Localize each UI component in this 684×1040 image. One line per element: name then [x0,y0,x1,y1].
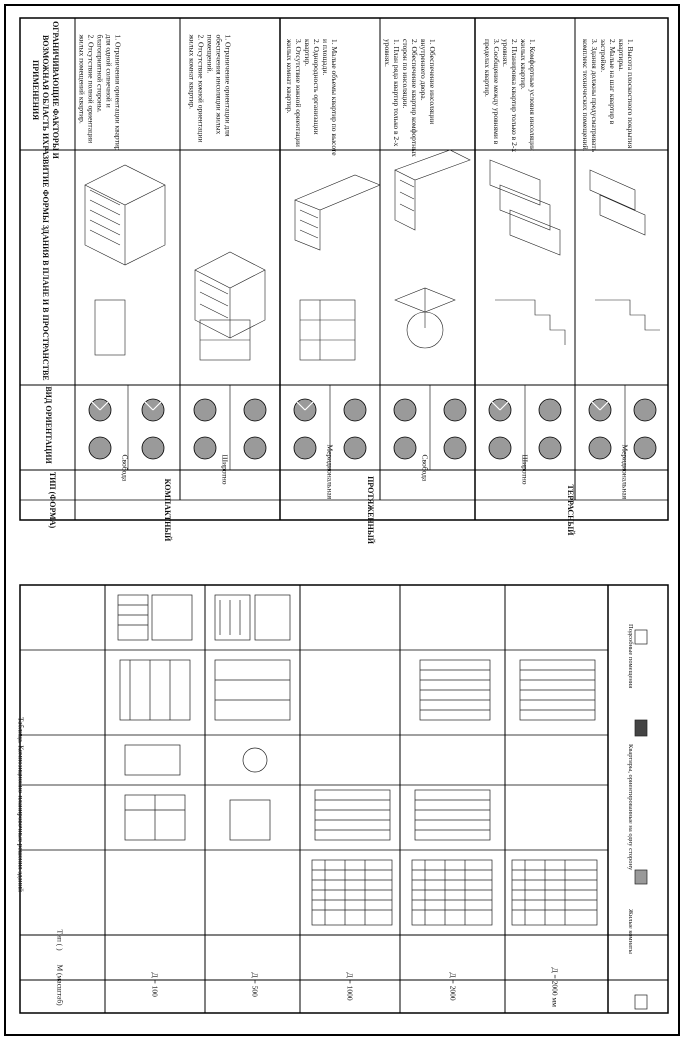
legend-item: Жилые комнаты [627,909,634,954]
subrow-label: Меридиональная [620,444,630,500]
group-type-compact: КОМПАКТНЫЙ [163,478,172,542]
subrow-label: Меридиональная [325,444,335,500]
left-table-caption: Таблица. Композиционно-планировочные решения зданий [16,717,25,892]
limits-text: 1. Комфортные условия инсоляции жилых квартир. 2. Планировка квартир только в 2-х уровнях. 3. Сообщение между уровнями в пределах квартир. [483,39,537,153]
limits-text: 1. Ограничение ориентации для обеспечения инсоляции жилых помещений. 2. Отсутствие южной ориентации жилых комнат квартир. [187,34,233,143]
header-type: ТИП (ФОРМА) [48,471,57,529]
row-label: Д = 100 [150,972,160,997]
limits-text: 1. Обеспечение инсоляции внутреннего двора. 2. Обеспечение квартир комфортных сторон по инсоляции. 1. План ряда квартир только в 2-х уровнях. [383,39,437,157]
group-type-terrace: ТЕРРАСНЫЙ [566,484,575,536]
limits-text: 1. Высота плоскостного покрытия квартиры. 2. Малые на шаг квартир в застройке. 3. Здания должны предусматривать комплекс технических помещений. [581,39,635,153]
group-type-extended: ПРОТЯЖЕННЫЙ [366,476,375,544]
legend-item: Подсобные помещения [627,624,634,689]
row-label: Д = 2000 мм [550,967,560,1007]
subrow-label: Свобода [120,454,130,482]
row-label: Д = 2000 [448,972,458,1001]
subrow-label: Широтно [220,454,230,485]
plan-drawings [118,595,647,1009]
row-label: Д = 500 [250,972,260,997]
row-label: Д = 1000 [345,972,355,1001]
left-header-types: Тип ( ) [55,929,65,951]
subrow-label: Широтно [520,454,530,485]
header-form: РАЗВИТИЕ ФОРМЫ ЗДАНИЯ В ПЛАНЕ И В ПРОСТРАНСТВЕ [41,145,50,381]
subrow-label: Свобода [420,454,430,482]
limits-text: 1. Малые объемы квартир по высоте и площади. 2. Однородность организации квартир. 3. Отсутствие южной ориентации жилых комнат квартир. [285,39,339,156]
header-limits: ОГРАНИЧИВАЮЩИЕ ФАКТОРЫ И ВОЗМОЖНАЯ ОБЛАСТЬ ИХ ПРИМЕНЕНИЯ [31,21,60,159]
legend-item: Квартиры, ориентированные на одну сторону [627,744,634,871]
limits-text: 1. Ограничения ориентации квартир для одной солнечной и благоприятной стороны. 2. Отсутствие полной ориентации жилых помещений квартир. [77,34,123,151]
left-header-scale: М (масштаб) [55,964,65,1006]
header-orientation: ВИД ОРИЕНТАЦИИ [44,386,53,464]
